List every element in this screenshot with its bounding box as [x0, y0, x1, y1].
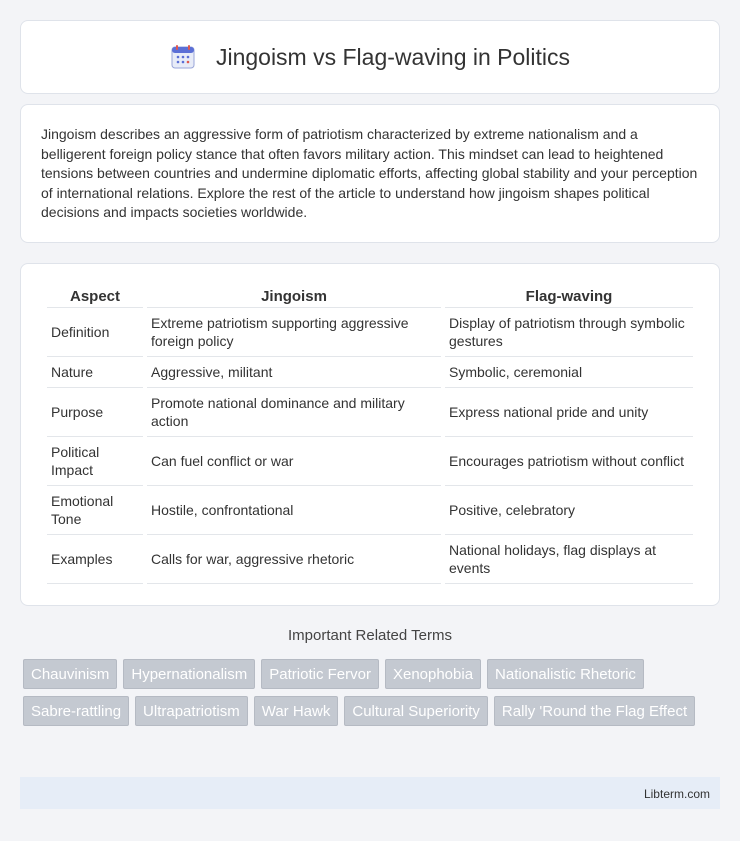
table-cell: Examples [47, 535, 143, 584]
table-cell: Display of patriotism through symbolic gestures [445, 308, 693, 357]
table-cell: Encourages patriotism without conflict [445, 437, 693, 486]
footer [20, 777, 720, 809]
table-cell: Nature [47, 357, 143, 388]
calendar-icon [170, 44, 196, 70]
table-cell: Extreme patriotism supporting aggressive foreign policy [147, 308, 441, 357]
table-cell: Can fuel conflict or war [147, 437, 441, 486]
table-cell: Positive, celebratory [445, 486, 693, 535]
table-cell: Definition [47, 308, 143, 357]
related-term-tag[interactable]: Sabre-rattling [23, 696, 129, 726]
table-cell: Emotional Tone [47, 486, 143, 535]
table-cell: Calls for war, aggressive rhetoric [147, 535, 441, 584]
table-row [47, 437, 693, 486]
title-card [20, 20, 720, 94]
table-cell: National holidays, flag displays at events [445, 535, 693, 584]
table-row [47, 388, 693, 437]
intro-text: Jingoism describes an aggressive form of patriotism characterized by extreme nationalism and a belligerent foreign policy stance that often favors military action. This mindset can lead to heightened tensions between countries and undermine diplomatic efforts, affecting global stability and your perception of international relations. Explore the rest of the article to understand how jingoism shapes political decisions and impacts societies worldwide. [41, 126, 698, 220]
table-cell: Hostile, confrontational [147, 486, 441, 535]
table-cell: Aggressive, militant [147, 357, 441, 388]
table-cell: Promote national dominance and military action [147, 388, 441, 437]
footer-site-link[interactable]: Libterm.com [643, 787, 710, 801]
related-term-tag[interactable]: Ultrapatriotism [135, 696, 248, 726]
table-row [47, 535, 693, 584]
table-header-flag-waving: Flag-waving [445, 284, 693, 308]
related-term-tag[interactable]: Rally 'Round the Flag Effect [494, 696, 695, 726]
related-term-tag[interactable]: Chauvinism [23, 659, 117, 689]
table-row [47, 357, 693, 388]
table-header-aspect: Aspect [47, 284, 143, 308]
comparison-table [43, 284, 697, 584]
related-term-tag[interactable]: Cultural Superiority [344, 696, 488, 726]
related-term-tag[interactable]: Nationalistic Rhetoric [487, 659, 644, 689]
related-terms-title: Important Related Terms [288, 627, 452, 644]
related-term-tag[interactable]: Hypernationalism [123, 659, 255, 689]
table-cell: Symbolic, ceremonial [445, 357, 693, 388]
table-header-jingoism: Jingoism [147, 284, 441, 308]
table-cell: Express national pride and unity [445, 388, 693, 437]
related-term-tag[interactable]: War Hawk [254, 696, 339, 726]
related-term-tag[interactable]: Patriotic Fervor [261, 659, 379, 689]
table-row [47, 486, 693, 535]
table-row [47, 308, 693, 357]
intro-card [20, 104, 720, 243]
table-cell: Political Impact [47, 437, 143, 486]
page-title: Jingoism vs Flag-waving in Politics [215, 43, 571, 70]
related-terms-list [23, 659, 723, 733]
related-term-tag[interactable]: Xenophobia [385, 659, 481, 689]
comparison-table-card [20, 263, 720, 606]
table-cell: Purpose [47, 388, 143, 437]
